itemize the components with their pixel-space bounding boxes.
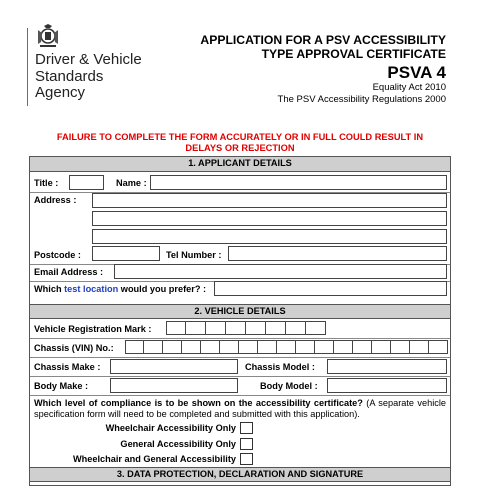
option-both-label: Wheelchair and General Accessibility	[72, 454, 236, 464]
test-location-link[interactable]: test location	[64, 284, 119, 294]
address-label: Address :	[34, 195, 77, 205]
title-label: Title :	[34, 178, 59, 188]
compliance-question-bold: Which level of compliance is to be shown on the accessibility certificate?	[34, 398, 363, 408]
logo-divider	[27, 28, 28, 106]
option-wheelchair-checkbox[interactable]	[240, 422, 253, 434]
body-make-field[interactable]	[110, 378, 238, 393]
address-field-line-2[interactable]	[92, 211, 447, 226]
agency-line-1: Driver & Vehicle	[35, 51, 142, 68]
option-wheelchair-label: Wheelchair Accessibility Only	[105, 423, 236, 433]
royal-crest-icon	[35, 24, 61, 48]
warning-text	[30, 132, 450, 154]
agency-line-3: Agency	[35, 84, 86, 101]
row-divider	[30, 357, 450, 358]
agency-logo-text	[35, 52, 142, 102]
compliance-question-note: (A separate vehicle specification form will need to be completed and submitted with this application).	[34, 398, 446, 419]
option-general-label: General Accessibility Only	[120, 439, 236, 449]
name-field[interactable]	[150, 175, 447, 190]
chassis-model-field[interactable]	[327, 359, 447, 374]
section-1-heading: 1. APPLICANT DETAILS	[30, 157, 450, 172]
application-form	[29, 156, 451, 486]
email-label: Email Address :	[34, 267, 104, 277]
agency-line-2: Standards	[35, 67, 104, 85]
tel-number-field[interactable]	[228, 246, 447, 261]
registration-mark-label: Vehicle Registration Mark :	[34, 324, 152, 334]
chassis-vin-label: Chassis (VIN) No.:	[34, 343, 114, 353]
address-field-line-1[interactable]	[92, 193, 447, 208]
chassis-vin-field[interactable]	[125, 340, 448, 354]
postcode-field[interactable]	[92, 246, 160, 261]
body-model-field[interactable]	[327, 378, 447, 393]
section-2-heading: 2. VEHICLE DETAILS	[30, 304, 450, 319]
section-3-heading: 3. DATA PROTECTION, DECLARATION AND SIGNATURE	[30, 467, 450, 482]
body-model-label: Body Model :	[260, 381, 318, 391]
warning-line-1: FAILURE TO COMPLETE THE FORM ACCURATELY OR IN FULL COULD RESULT IN	[56, 132, 424, 142]
legislation-line-1: Equality Act 2010	[372, 82, 446, 93]
test-location-pre: Which	[34, 284, 65, 294]
email-field[interactable]	[114, 264, 447, 279]
form-title-line-2: TYPE APPROVAL CERTIFICATE	[261, 47, 446, 61]
form-title-line-1: APPLICATION FOR A PSV ACCESSIBILITY	[200, 33, 446, 47]
row-divider	[30, 395, 450, 396]
row-divider	[30, 376, 450, 377]
registration-mark-field[interactable]	[166, 321, 326, 335]
chassis-model-label: Chassis Model :	[245, 362, 315, 372]
option-general-checkbox[interactable]	[240, 438, 253, 450]
postcode-label: Postcode :	[34, 250, 81, 260]
option-both-checkbox[interactable]	[240, 453, 253, 465]
form-code: PSVA 4	[387, 63, 446, 82]
body-make-label: Body Make :	[34, 381, 89, 391]
test-location-post: would you prefer? :	[118, 284, 207, 294]
tel-number-label: Tel Number :	[166, 250, 222, 260]
address-field-line-3[interactable]	[92, 229, 447, 244]
test-location-field[interactable]	[214, 281, 447, 296]
test-location-question	[34, 284, 206, 295]
chassis-make-field[interactable]	[110, 359, 238, 374]
title-field[interactable]	[69, 175, 104, 190]
legislation	[278, 82, 446, 105]
name-label: Name :	[116, 178, 147, 188]
chassis-make-label: Chassis Make :	[34, 362, 101, 372]
compliance-question	[34, 398, 446, 420]
form-title	[200, 33, 446, 61]
warning-line-2: DELAYS OR REJECTION	[185, 143, 295, 153]
legislation-line-2: The PSV Accessibility Regulations 2000	[277, 93, 446, 105]
row-divider	[30, 338, 450, 339]
